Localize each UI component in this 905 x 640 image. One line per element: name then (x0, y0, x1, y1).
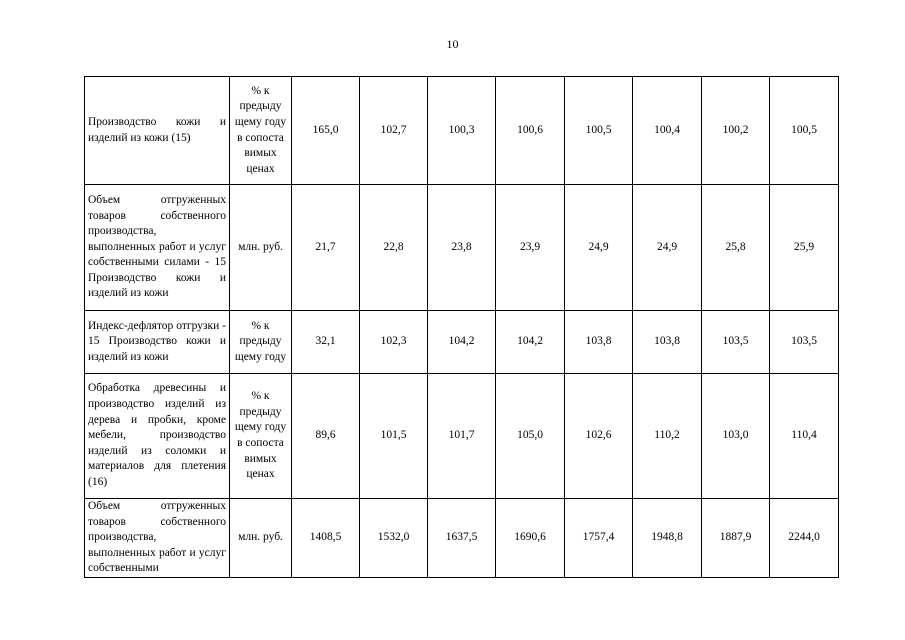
value-cell: 25,8 (702, 185, 770, 311)
value-cell: 100,5 (565, 77, 633, 185)
value-cell: 24,9 (565, 185, 633, 311)
indicator-name: Производство кожи и изделий из кожи (15) (85, 77, 230, 185)
indicator-table (84, 76, 839, 578)
value-cell: 103,0 (702, 374, 770, 499)
value-cell: 23,9 (496, 185, 565, 311)
value-cell: 2244,0 (770, 499, 839, 578)
value-cell: 110,2 (633, 374, 702, 499)
table-row (85, 185, 839, 311)
value-cell: 101,7 (428, 374, 496, 499)
unit-cell: % к предыду щему году в сопоста вимых ценах (230, 374, 292, 499)
value-cell: 100,5 (770, 77, 839, 185)
table-row (85, 77, 839, 185)
indicator-name: Обработка древесины и производство изделий из дерева и пробки, кроме мебели, производство изделий из соломки и материалов для плетения (16) (85, 374, 230, 499)
value-cell: 1887,9 (702, 499, 770, 578)
table-row (85, 374, 839, 499)
value-cell: 32,1 (292, 311, 360, 374)
value-cell: 103,8 (633, 311, 702, 374)
table-row (85, 499, 839, 578)
page-number: 10 (446, 37, 459, 51)
value-cell: 105,0 (496, 374, 565, 499)
indicator-name: Объем отгруженных товаров собственного производства, выполненных работ и услуг собственными силами - 15 Производство кожи и изделий из кожи (85, 185, 230, 311)
value-cell: 1948,8 (633, 499, 702, 578)
value-cell: 25,9 (770, 185, 839, 311)
value-cell: 100,3 (428, 77, 496, 185)
value-cell: 104,2 (496, 311, 565, 374)
value-cell: 1757,4 (565, 499, 633, 578)
value-cell: 100,4 (633, 77, 702, 185)
value-cell: 1532,0 (360, 499, 428, 578)
unit-cell: % к предыду щему году (230, 311, 292, 374)
value-cell: 165,0 (292, 77, 360, 185)
value-cell: 24,9 (633, 185, 702, 311)
value-cell: 110,4 (770, 374, 839, 499)
value-cell: 23,8 (428, 185, 496, 311)
indicator-name: Объем отгруженных товаров собственного производства, выполненных работ и услуг собственными (85, 499, 230, 578)
table-row (85, 311, 839, 374)
value-cell: 101,5 (360, 374, 428, 499)
value-cell: 102,6 (565, 374, 633, 499)
value-cell: 102,3 (360, 311, 428, 374)
value-cell: 100,6 (496, 77, 565, 185)
value-cell: 103,8 (565, 311, 633, 374)
value-cell: 103,5 (770, 311, 839, 374)
unit-cell: млн. руб. (230, 499, 292, 578)
value-cell: 89,6 (292, 374, 360, 499)
value-cell: 100,2 (702, 77, 770, 185)
value-cell: 103,5 (702, 311, 770, 374)
value-cell: 1637,5 (428, 499, 496, 578)
value-cell: 102,7 (360, 77, 428, 185)
value-cell: 1408,5 (292, 499, 360, 578)
value-cell: 1690,6 (496, 499, 565, 578)
indicator-name: Индекс-дефлятор отгрузки - 15 Производство кожи и изделий из кожи (85, 311, 230, 374)
value-cell: 104,2 (428, 311, 496, 374)
unit-cell: % к предыду щему году в сопоста вимых ценах (230, 77, 292, 185)
unit-cell: млн. руб. (230, 185, 292, 311)
value-cell: 21,7 (292, 185, 360, 311)
value-cell: 22,8 (360, 185, 428, 311)
